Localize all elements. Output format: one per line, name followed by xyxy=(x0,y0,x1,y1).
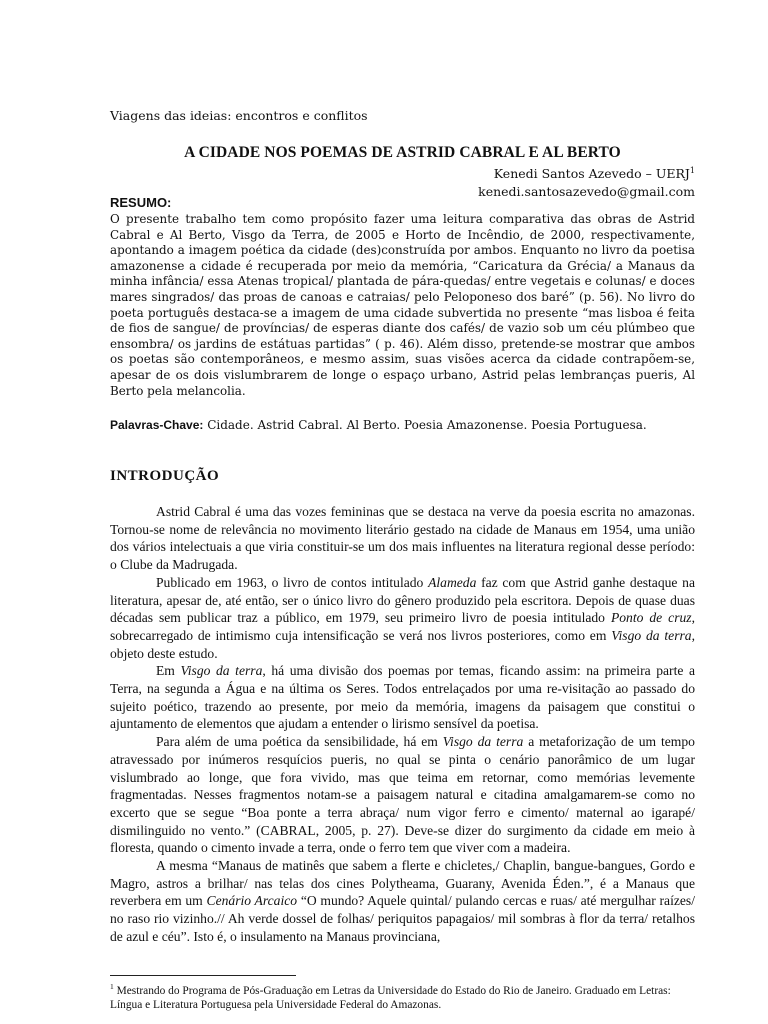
running-header: Viagens das ideias: encontros e conflitos xyxy=(110,108,368,123)
footnote-number: 1 xyxy=(110,982,114,991)
paragraph-2-text: , objeto deste estudo. xyxy=(110,627,695,661)
abstract-label: RESUMO: xyxy=(110,195,172,210)
keywords-label: Palavras-Chave: xyxy=(110,418,204,432)
paragraph-3 xyxy=(110,662,695,733)
paragraph-5-text: “O mundo? Aquele quintal/ pulando cercas e ruas/ até mergulhar raízes/ no raso rio vizinho.// Ah verde dossel de folhas/ periquitos papagaios/ mil sombras à flor da terra/ retalhos de azul e céu”. Isto é, o insulamento na Manaus provinciana, xyxy=(110,893,695,944)
footnote xyxy=(110,980,695,1012)
paragraph-5 xyxy=(110,857,695,946)
paragraph-2-text: , sobrecarregado de intimismo cuja intensificação se verá nos livros posteriores, como em xyxy=(110,610,695,643)
poem-title-cenario-arcaico: Cenário Arcaico xyxy=(206,893,298,909)
paragraph-4 xyxy=(110,733,695,857)
paragraph-4-text: Para além de uma poética da sensibilidade, há em xyxy=(156,734,443,750)
author-name: Kenedi Santos Azevedo – UERJ xyxy=(493,166,690,182)
keywords-line xyxy=(110,418,695,432)
paragraph-3-text: Em xyxy=(156,663,181,679)
footnote-text: Mestrando do Programa de Pós-Graduação em Letras da Universidade do Estado do Rio de Janeiro. Graduado em Letras: Língua e Literatura Portuguesa pela Universidade Federal do Amazonas. xyxy=(110,984,671,1011)
paragraph-2-text: Publicado em 1963, o livro de contos intitulado xyxy=(156,574,429,590)
author-email: kenedi.santosazevedo@gmail.com xyxy=(478,184,695,200)
paragraph-2 xyxy=(110,574,695,663)
paper-title: A CIDADE NOS POEMAS DE ASTRID CABRAL E AL BERTO xyxy=(184,144,621,161)
book-title-visgo-da-terra: Visgo da terra xyxy=(180,663,263,679)
paragraph-2-text: faz com que Astrid ganhe destaque na literatura, apesar de, até então, ser o único livro do gênero produzido pela escritora. Depois de quase duas décadas sem publicar traz a público, em 1979, seu primeiro livro de poesia intitulado xyxy=(110,574,695,626)
book-title-visgo-da-terra: Visgo da terra xyxy=(442,734,524,750)
author-line xyxy=(478,162,695,183)
section-title: INTRODUÇÃO xyxy=(110,468,220,484)
body-text xyxy=(110,503,695,946)
book-title-visgo-da-terra: Visgo da terra xyxy=(611,627,692,643)
paragraph-4-text: a metaforização de um tempo atravessado por inúmeros resquícios pueris, no qual se pinta o cenário panorâmico de um lugar vislumbrado ao longe, que fora vivido, mas que teima em retornar, como memórias levemente fragmentadas. Nesses fragmentos notam-se a paisagem natural e citadina amalgamarem-se como no excerto que se segue “Boa ponte a terra abraça/ num vigor ferro e cimento/ maternal ao igarapé/ dismilinguido no vento.” (CABRAL, 2005, p. 27). Deve-se dizer do surgimento da cidade em meio à floresta, quando o cimento invade a terra, onde o ferro tem que viver com a madeira. xyxy=(110,734,695,856)
footnote-mark: 1 xyxy=(689,166,695,175)
paragraph-3-text: , há uma divisão dos poemas por temas, ficando assim: na primeira parte a Terra, na segunda a Água e na última os Seres. Todos entrelaçados por uma re-visitação ao passado do sujeito poético, trazendo ao presente, por meio da memória, imagens da paisagem que constitui o ajuntamento de elementos que ajudam a entender o lirismo sensível da poetisa. xyxy=(110,663,696,732)
footnote-divider xyxy=(110,975,296,976)
book-title-alameda: Alameda xyxy=(428,574,477,590)
abstract-text: O presente trabalho tem como propósito fazer uma leitura comparativa das obras de Astrid Cabral e Al Berto, Visgo da Terra, de 2005 e Horto de Incêndio, de 2000, respectivamente, apontando a imagem poética da cidade (des)construída por ambos. Enquanto no livro da poetisa amazonense a cidade é recuperada por meio da memória, “Caricatura da Grécia/ a Manaus da minha infância/ essa Atenas tropical/ plantada de pára-quedas/ entre vegetais e colunas/ e doces mares singrados/ das proas de canoas e catraias/ pelo Peloponeso dos baré” (p. 56). No livro do poeta português destaca-se a imagem de uma cidade subvertida no presente “mas lisboa é feita de fios de sangue/ de províncias/ de esperas diante dos cafés/ de vazio sob um céu plúmbeo que ensombra/ os jardins de estátuas partidas” ( p. 46). Além disso, pretende-se mostrar que ambos os poetas são contemporâneos, e mesmo assim, suas visões acerca da cidade contrapõem-se, apesar de os dois vislumbrarem de longe o espaço urbano, Astrid pelas lembranças pueris, Al Berto pela melancolia. xyxy=(110,212,695,398)
paragraph-5-text: A mesma “Manaus de matinês que sabem a flerte e chicletes,/ Chaplin, bangue-bangues, Gordo e Magro, astros a brilhar/ nas telas dos cines Polytheama, Guarany, Avenida Éden.”, é a Manaus que reverbera em um xyxy=(110,858,695,909)
paragraph-1: Astrid Cabral é uma das vozes femininas que se destaca na verve da poesia escrita no amazonas. Tornou-se nome de relevância no movimento literário gestado na cidade de Manaus em 1954, uma união dos vários intelectuais a que viria constituir-se um dos mais influentes na literatura regional desse período: o Clube da Madrugada. xyxy=(110,504,695,573)
keywords-text: Cidade. Astrid Cabral. Al Berto. Poesia Amazonense. Poesia Portuguesa. xyxy=(203,418,647,432)
book-title-ponto-de-cruz: Ponto de cruz xyxy=(610,610,692,626)
author-block xyxy=(478,162,695,201)
